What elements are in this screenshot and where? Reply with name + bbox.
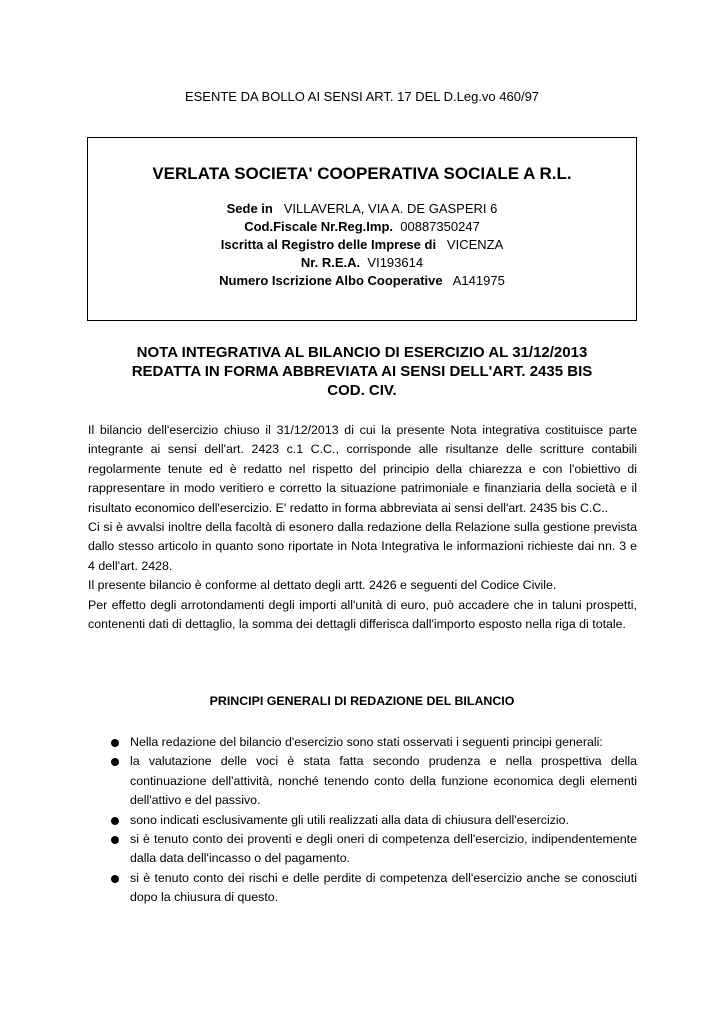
section-heading: PRINCIPI GENERALI DI REDAZIONE DEL BILANCIO [209,694,515,708]
paragraph: Ci si è avvalsi inoltre della facoltà di esonero dalla redazione della Relazione sulla gestione prevista dallo stesso articolo in quanto sono riportate in Nota Integrativa le informazioni richieste dai nn. 3 e 4 dell'art. 2428. [88,520,637,573]
list-item-text: sono indicati esclusivamente gli utili realizzati alla data di chiusura dell'esercizio. [130,812,570,827]
list-item [108,733,637,752]
bullet-icon [111,836,119,844]
document-title [87,343,637,400]
list-item-text: Nella redazione del bilancio d'esercizio sono stati osservati i seguenti principi generali: [130,735,603,749]
stamp-exemption-notice: ESENTE DA BOLLO AI SENSI ART. 17 DEL D.Leg.vo 460/97 [184,89,540,104]
list-item [108,752,637,810]
albo-value: A141975 [452,273,505,288]
list-item-text: la valutazione delle voci è stata fatta secondo prudenza e nella prospettiva della continuazione dell'attività, nonché tenendo conto della funzione economica degli elementi dell'attivo e del passivo. [130,754,637,808]
bullet-icon [111,758,119,766]
bullet-icon [111,739,119,747]
principles-list [108,733,637,908]
intro-text [88,421,637,634]
list-item-text: si è tenuto conto dei proventi e degli oneri di competenza dell'esercizio, indipendentemente dalla data dell'incasso o del pagamento. [130,832,637,866]
paragraph: Il presente bilancio è conforme al dettato degli artt. 2426 e seguenti del Codice Civile. [88,578,557,593]
rea-label: Nr. R.E.A. [300,255,361,270]
sede-label: Sede in [226,201,273,216]
bullet-icon [111,817,119,825]
company-name: VERLATA SOCIETA' COOPERATIVA SOCIALE A R.L. [152,164,572,183]
registro-value: VICENZA [446,237,504,252]
registro-row [87,236,637,254]
list-item [108,811,637,830]
codfiscale-row [87,218,637,236]
sede-row [87,200,637,218]
registro-label: Iscritta al Registro delle Imprese di [220,237,437,252]
paragraph: Il bilancio dell'esercizio chiuso il 31/12/2013 di cui la presente Nota integrativa costituisce parte integrante ai sensi dell'art. 2423 c.1 C.C., corrisponde alle risultanze delle scritture contabili regolarmente tenute ed è redatto nel rispetto del principio della chiarezza e con l'obiettivo di rappresentare in modo veritiero e corretto la situazione patrimoniale e finanziaria della società e il risultato economico dell'esercizio. E' redatto in forma abbreviata ai sensi dell'art. 2435 bis C.C.. [88,423,637,515]
title-line-3: COD. CIV. [327,382,397,399]
codfiscale-value: 00887350247 [400,219,480,234]
title-line-1: NOTA INTEGRATIVA AL BILANCIO DI ESERCIZIO AL 31/12/2013 [136,344,588,361]
sede-value: VILLAVERLA, VIA A. DE GASPERI 6 [283,201,498,216]
company-info [87,200,637,290]
albo-label: Numero Iscrizione Albo Cooperative [219,273,443,288]
rea-row [87,254,637,272]
rea-value: VI193614 [367,255,424,270]
title-line-2: REDATTA IN FORMA ABBREVIATA AI SENSI DELL'ART. 2435 BIS [131,363,593,380]
codfiscale-label: Cod.Fiscale Nr.Reg.Imp. [244,219,394,234]
list-item [108,830,637,869]
list-item [108,869,637,908]
list-item-text: si è tenuto conto dei rischi e delle perdite di competenza dell'esercizio anche se conosciuti dopo la chiusura di questo. [130,870,637,905]
bullet-icon [111,875,119,883]
albo-row [87,272,637,290]
paragraph: Per effetto degli arrotondamenti degli importi all'unità di euro, può accadere che in taluni prospetti, contenenti dati di dettaglio, la somma dei dettagli differisca dall'importo esposto nella riga di totale. [88,597,637,632]
